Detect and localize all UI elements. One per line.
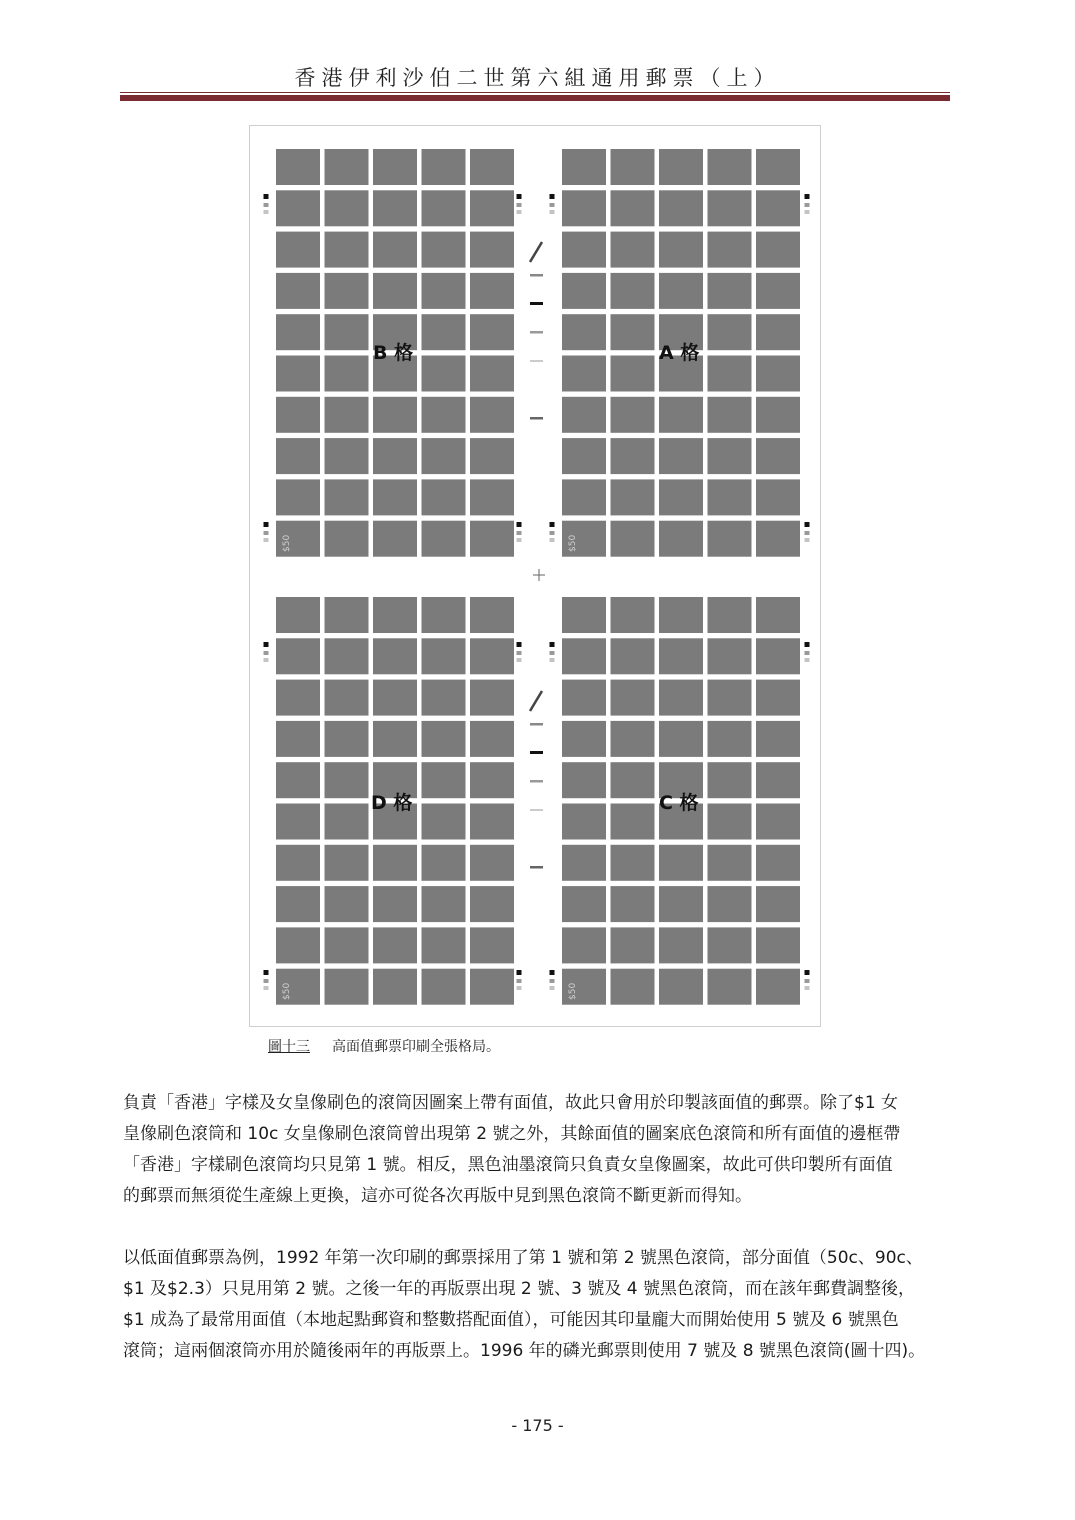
stamp-cell [756,521,800,557]
stamp-cell [276,190,320,226]
stamp-cell [562,804,606,840]
stamp-cell [325,969,369,1005]
header-title: 香港伊利沙伯二世第六組通用郵票（上） [294,66,781,90]
margin-marker [264,210,269,214]
margin-marker [550,651,555,655]
stamp-cell [470,232,514,268]
paragraph-line: 以低面值郵票為例，1992 年第一次印刷的郵票採用了第 1 號和第 2 號黑色滾筒，部分面值（50c、90c、 [123,1248,923,1268]
margin-marker [550,642,555,647]
stamp-cell [562,927,606,963]
margin-marker [805,658,810,662]
margin-marker [805,522,810,527]
stamp-cell [276,597,320,633]
stamp-cell [659,721,703,757]
pane-label-b: B 格 [373,342,414,364]
stamp-cell [562,232,606,268]
margin-marker [517,658,522,662]
stamp-cell [373,438,417,474]
gutter-mark [530,274,543,277]
stamp-cell [325,804,369,840]
stamp-cell [373,638,417,674]
header-rule [120,92,950,93]
stamp-cell [470,273,514,309]
margin-marker [517,642,522,647]
stamp-cell [756,232,800,268]
stamp-cell [611,356,655,392]
stamp-cell [373,397,417,433]
margin-marker [517,970,522,975]
stamp-cell [276,149,320,185]
paragraph-line: $1 成為了最常用面值（本地起點郵資和整數搭配面值），可能因其印量龐大而開始使用 5 號及 6 號黑色 [123,1310,899,1330]
stamp-cell [276,438,320,474]
margin-marker [805,642,810,647]
stamp-cell [756,804,800,840]
stamp-cell [422,886,466,922]
stamp-cell [276,479,320,515]
margin-marker [805,531,810,535]
stamp-cell [756,397,800,433]
pane-value-b: $50 [282,534,292,552]
stamp-cell [422,190,466,226]
stamp-cell [470,845,514,881]
stamp-cell [422,680,466,716]
stamp-cell [422,969,466,1005]
stamp-cell [756,479,800,515]
stamp-cell [470,314,514,350]
stamp-cell [611,149,655,185]
stamp-cell [373,845,417,881]
gutter-mark [530,780,543,783]
margin-marker [550,538,555,542]
stamp-cell [708,680,752,716]
stamp-cell [611,521,655,557]
stamp-cell [562,845,606,881]
stamp-cell [611,232,655,268]
stamp-cell [470,149,514,185]
stamp-cell [422,762,466,798]
stamp-cell [562,314,606,350]
margin-marker [805,203,810,207]
paragraph-line: 「香港」字樣刷色滾筒均只見第 1 號。相反，黑色油墨滾筒只負責女皇像圖案，故此可供印製所有面值 [123,1155,893,1175]
gutter-mark [530,242,542,262]
stamp-cell [325,762,369,798]
stamp-cell [470,762,514,798]
gutter-mark [530,302,543,305]
stamp-cell [325,721,369,757]
gutter-mark [530,691,542,711]
stamp-cell [470,521,514,557]
stamp-cell [470,356,514,392]
stamp-cell [276,886,320,922]
stamp-cell [611,762,655,798]
gutter-mark [530,809,543,811]
pane-value-c: $50 [568,982,578,1000]
stamp-cell [373,521,417,557]
stamp-cell [325,638,369,674]
margin-marker [264,658,269,662]
stamp-cell [422,521,466,557]
margin-marker [264,203,269,207]
stamp-cell [708,356,752,392]
stamp-cell [708,927,752,963]
stamp-cell [611,438,655,474]
paragraph-line: 皇像刷色滾筒和 10c 女皇像刷色滾筒曾出現第 2 號之外，其餘面值的圖案底色滾筒和所有面值的邊框帶 [123,1124,901,1144]
stamp-cell [325,314,369,350]
stamp-cell [470,886,514,922]
margin-marker [550,522,555,527]
caption-text: 高面值郵票印刷全張格局。 [332,1039,500,1055]
stamp-cell [611,638,655,674]
stamp-cell [470,438,514,474]
stamp-cell [708,521,752,557]
margin-marker [517,522,522,527]
stamp-cell [708,886,752,922]
gutter-mark [530,417,543,420]
stamp-cell [708,438,752,474]
stamp-cell [708,397,752,433]
stamp-cell [325,479,369,515]
stamp-cell [373,273,417,309]
stamp-cell [659,969,703,1005]
stamp-cell [659,232,703,268]
stamp-cell [611,721,655,757]
stamp-cell [611,190,655,226]
stamp-cell [611,479,655,515]
gutter-mark [530,723,543,726]
pane-label-d: D 格 [371,792,413,814]
stamp-cell [422,804,466,840]
stamp-cell [708,232,752,268]
stamp-cell [611,273,655,309]
stamp-cell [373,969,417,1005]
margin-marker [264,194,269,199]
margin-marker [550,986,555,990]
stamp-cell [422,927,466,963]
stamp-cell [756,886,800,922]
stamp-cell [756,314,800,350]
stamp-cell [325,680,369,716]
stamp-cell [276,314,320,350]
stamp-cell [276,232,320,268]
stamp-cell [325,149,369,185]
stamp-cell [422,845,466,881]
stamp-cell [756,969,800,1005]
stamp-cell [756,927,800,963]
stamp-cell [756,638,800,674]
margin-marker [805,538,810,542]
caption-number: 圖十三 [268,1039,310,1055]
stamp-cell [756,762,800,798]
stamp-cell [276,721,320,757]
stamp-cell [422,232,466,268]
stamp-cell [562,680,606,716]
stamp-cell [659,190,703,226]
stamp-cell [708,721,752,757]
margin-marker [550,210,555,214]
stamp-cell [422,397,466,433]
gutter-mark [530,866,543,869]
stamp-cell [470,190,514,226]
stamp-cell [659,521,703,557]
paragraph-line: 滾筒；這兩個滾筒亦用於隨後兩年的再版票上。1996 年的磷光郵票則使用 7 號及 8 號黑色滾筒(圖十四)。 [123,1341,926,1361]
margin-marker [517,203,522,207]
stamp-cell [373,597,417,633]
stamp-cell [659,397,703,433]
stamp-cell [611,597,655,633]
stamp-cell [276,680,320,716]
margin-marker [264,642,269,647]
margin-marker [550,979,555,983]
gutter-mark [530,751,543,754]
margin-marker [550,203,555,207]
margin-marker [264,531,269,535]
stamp-cell [708,804,752,840]
header-rule-thick [120,95,950,101]
stamp-cell [325,886,369,922]
stamp-cell [562,190,606,226]
stamp-cell [325,597,369,633]
stamp-cell [756,273,800,309]
stamp-cell [562,356,606,392]
stamp-cell [611,314,655,350]
stamp-cell [708,638,752,674]
stamp-cell [659,927,703,963]
stamp-cell [325,521,369,557]
stamp-cell [562,638,606,674]
stamp-cell [422,149,466,185]
stamp-cell [562,149,606,185]
stamp-cell [562,438,606,474]
stamp-cell [276,397,320,433]
stamp-cell [373,149,417,185]
paragraph-line: 負責「香港」字樣及女皇像刷色的滾筒因圖案上帶有面值，故此只會用於印製該面值的郵票。除了$1 女 [123,1093,899,1113]
margin-marker [264,979,269,983]
sheet-diagram [250,126,822,1028]
stamp-cell [611,969,655,1005]
stamp-cell [276,845,320,881]
stamp-cell [756,597,800,633]
stamp-cell [562,273,606,309]
stamp-cell [562,597,606,633]
stamp-cell [422,273,466,309]
stamp-cell [373,680,417,716]
stamp-cell [470,479,514,515]
margin-marker [517,979,522,983]
stamp-cell [708,190,752,226]
stamp-cell [470,804,514,840]
stamp-cell [708,969,752,1005]
stamp-cell [756,845,800,881]
margin-marker [805,970,810,975]
margin-marker [264,522,269,527]
stamp-cell [470,721,514,757]
margin-marker [517,538,522,542]
stamp-cell [325,438,369,474]
stamp-cell [325,273,369,309]
paragraph-line: $1 及$2.3）只見用第 2 號。之後一年的再版票出現 2 號、3 號及 4 號黑色滾筒，而在該年郵費調整後， [123,1279,915,1299]
stamp-cell [470,397,514,433]
stamp-cell [422,438,466,474]
stamp-cell [373,927,417,963]
stamp-cell [756,680,800,716]
margin-marker [550,658,555,662]
stamp-cell [659,638,703,674]
stamp-cell [470,927,514,963]
gutter-mark [530,360,543,362]
margin-marker [517,531,522,535]
stamp-cell [422,638,466,674]
stamp-cell [325,927,369,963]
stamp-cell [422,356,466,392]
stamp-cell [562,762,606,798]
margin-marker [264,538,269,542]
stamp-cell [611,927,655,963]
stamp-cell [470,680,514,716]
margin-marker [805,651,810,655]
stamp-cell [276,273,320,309]
stamp-cell [659,438,703,474]
stamp-cell [562,397,606,433]
page-number: - 175 - [511,1416,564,1435]
stamp-cell [470,969,514,1005]
margin-marker [805,986,810,990]
stamp-cell [659,597,703,633]
stamp-cell [373,232,417,268]
pane-label-a: A 格 [659,342,700,364]
stamp-cell [276,927,320,963]
stamp-cell [422,597,466,633]
margin-marker [805,210,810,214]
stamp-cell [708,149,752,185]
stamp-cell [708,479,752,515]
margin-marker [550,194,555,199]
stamp-cell [276,804,320,840]
margin-marker [805,979,810,983]
stamp-cell [611,397,655,433]
stamp-cell [611,845,655,881]
pane-label-c: C 格 [659,792,699,814]
stamp-cell [756,149,800,185]
stamp-cell [325,190,369,226]
stamp-cell [562,479,606,515]
stamp-cell [659,479,703,515]
stamp-cell [325,356,369,392]
stamp-cell [708,845,752,881]
stamp-cell [422,479,466,515]
body-paragraph-1 [123,1088,953,1212]
stamp-cell [373,886,417,922]
figure-caption [268,1036,500,1056]
stamp-cell [659,149,703,185]
stamp-cell [611,804,655,840]
margin-marker [264,651,269,655]
stamp-cell [276,356,320,392]
margin-marker [264,986,269,990]
body-paragraph-2 [123,1243,953,1367]
margin-marker [550,970,555,975]
stamp-cell [708,273,752,309]
pane-value-d: $50 [282,982,292,1000]
stamp-cell [276,762,320,798]
stamp-cell [373,479,417,515]
margin-marker [517,210,522,214]
stamp-cell [756,438,800,474]
margin-marker [550,531,555,535]
stamp-cell [708,597,752,633]
stamp-cell [422,314,466,350]
stamp-cell [659,845,703,881]
stamp-cell [708,762,752,798]
stamp-cell [659,886,703,922]
stamp-cell [611,680,655,716]
stamp-cell [756,356,800,392]
stamp-cell [562,721,606,757]
stamp-cell [708,314,752,350]
margin-marker [805,194,810,199]
sheet-layout-figure [249,125,821,1027]
stamp-cell [470,597,514,633]
stamp-cell [470,638,514,674]
stamp-cell [373,190,417,226]
stamp-cell [422,721,466,757]
paragraph-line: 的郵票而無須從生產線上更換，這亦可從各次再版中見到黑色滾筒不斷更新而得知。 [123,1186,752,1206]
margin-marker [517,651,522,655]
gutter-mark [530,331,543,334]
stamp-cell [611,886,655,922]
stamp-cell [756,721,800,757]
stamp-cell [659,680,703,716]
stamp-cell [276,638,320,674]
stamp-cell [373,721,417,757]
stamp-cell [562,886,606,922]
stamp-cell [756,190,800,226]
margin-marker [517,986,522,990]
margin-marker [517,194,522,199]
margin-marker [264,970,269,975]
pane-value-a: $50 [568,534,578,552]
stamp-cell [325,397,369,433]
stamp-cell [325,845,369,881]
stamp-cell [659,273,703,309]
stamp-cell [325,232,369,268]
